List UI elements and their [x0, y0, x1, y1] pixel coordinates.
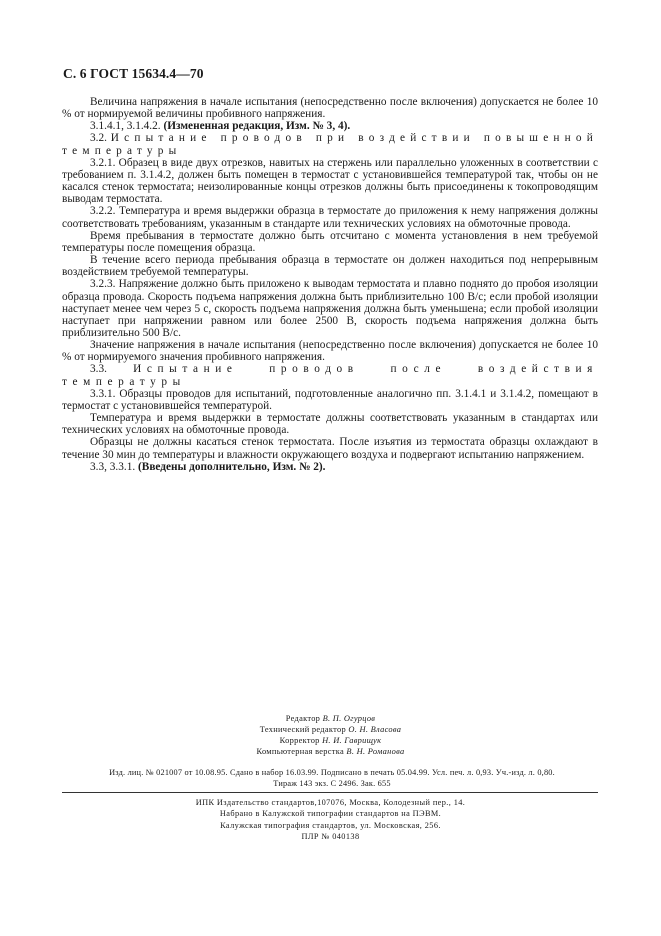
- section-heading: [62, 132, 598, 156]
- imprint-block: [72, 767, 592, 789]
- divider: [62, 792, 598, 793]
- section-title: Испытание проводов после воздействия температуры: [62, 363, 598, 388]
- paragraph: Величина напряжения в начале испытания (непосредственно после включения) допускается не более 10 % от нормируемой величины пробивного напряжения.: [62, 96, 598, 121]
- paragraph: 3.2.3. Напряжение должно быть приложено к выводам термостата и плавно поднято до пробоя изоляции образца провода. Скорость подъема напряжения должна быть приблизительно 100 В/с; если пробой изоляции наступает менее чем через 5 с, скорость подъема напряжения должна быть уменьшена; если пробой изоляции наступает при напряжении равном или более 2500 В, скорость подъема напряжения должна быть приблизительно 500 В/с.: [62, 278, 598, 339]
- amendment-note: (Введены дополнительно, Изм. № 2).: [138, 460, 326, 473]
- paragraph-number: 3.3, 3.3.1.: [90, 460, 139, 473]
- credits-block: [0, 713, 661, 757]
- paragraph: Образцы не должны касаться стенок термостата. После изъятия из термостата образцы охлаждают в течение 30 мин до температуры и влажности окружающего воздуха и подвергают испытанию напряжением.: [62, 436, 598, 461]
- imprint-line: Изд. лиц. № 021007 от 10.08.95. Сдано в набор 16.03.99. Подписано в печать 05.04.99. Усл. печ. л. 0,93. Уч.-изд. л. 0,80.: [109, 768, 555, 777]
- section-title: Испытание проводов при воздействии повышенной температуры: [62, 132, 599, 157]
- imprint-line: Тираж 143 экз. С 2496. Зак. 655: [273, 779, 391, 788]
- paragraph: 3.2.2. Температура и время выдержки образца в термостате до приложения к нему напряжения должны соответствовать требованиям, указанным в стандарте или технических условиях на обмоточные провода.: [62, 205, 598, 230]
- publisher-line: Набрано в Калужской типографии стандартов на ПЭВМ.: [219, 809, 442, 819]
- paragraph: Температура и время выдержки в термостате должны соответствовать указанным в стандартах или технических условиях на обмоточные провода.: [62, 412, 598, 437]
- credit-line: Технический редактор О. Н. Власова: [259, 725, 402, 734]
- paragraph: В течение всего периода пребывания образца в термостате он должен находиться под непрерывным воздействием требуемой температуры.: [62, 254, 598, 279]
- publisher-line: ИПК Издательство стандартов,107076, Москва, Колодезный пер., 14.: [195, 798, 466, 807]
- paragraph: 3.2.1. Образец в виде двух отрезков, навитых на стержень или параллельно уложенных в соответствии с требованием п. 3.1.4.2, должен быть помещен в термостат с установившейся температурой так, чтобы он не касался стенок термостата; неизолированные концы отрезков должны быть присоединены к токопроводящим выводам термостата.: [62, 156, 598, 206]
- amendment-note: (Измененная редакция, Изм. № 3, 4).: [163, 120, 351, 133]
- section-heading: [62, 363, 598, 387]
- paragraph: 3.3.1. Образцы проводов для испытаний, подготовленные аналогично пп. 3.1.4.1 и 3.1.4.2, помещают в термостат с установившейся температурой.: [62, 387, 598, 412]
- document-body: [62, 96, 598, 473]
- credit-line: Компьютерная верстка В. Н. Романова: [256, 747, 405, 756]
- paragraph-number: 3.1.4.1, 3.1.4.2.: [90, 120, 164, 133]
- publisher-line: ПЛР № 040138: [301, 832, 360, 842]
- credit-line: Корректор Н. И. Гаврищук: [279, 736, 382, 745]
- paragraph: Значение напряжения в начале испытания (непосредственно после включения) допускается не более 10 % от нормируемого значения пробивного напряжения.: [62, 339, 598, 364]
- publisher-line: Калужская типография стандартов, ул. Московская, 256.: [220, 820, 441, 830]
- paragraph: Время пребывания в термостате должно быть отсчитано с момента установления в нем требуемой температуры после помещения образца.: [62, 229, 598, 254]
- paragraph: [62, 461, 598, 473]
- paragraph: [62, 120, 598, 132]
- credit-line: Редактор В. П. Огурцов: [285, 714, 376, 723]
- section-number: 3.3.: [90, 363, 134, 376]
- publisher-block: [0, 797, 661, 843]
- section-number: 3.2.: [90, 132, 111, 145]
- page-header: С. 6 ГОСТ 15634.4—70: [63, 66, 204, 81]
